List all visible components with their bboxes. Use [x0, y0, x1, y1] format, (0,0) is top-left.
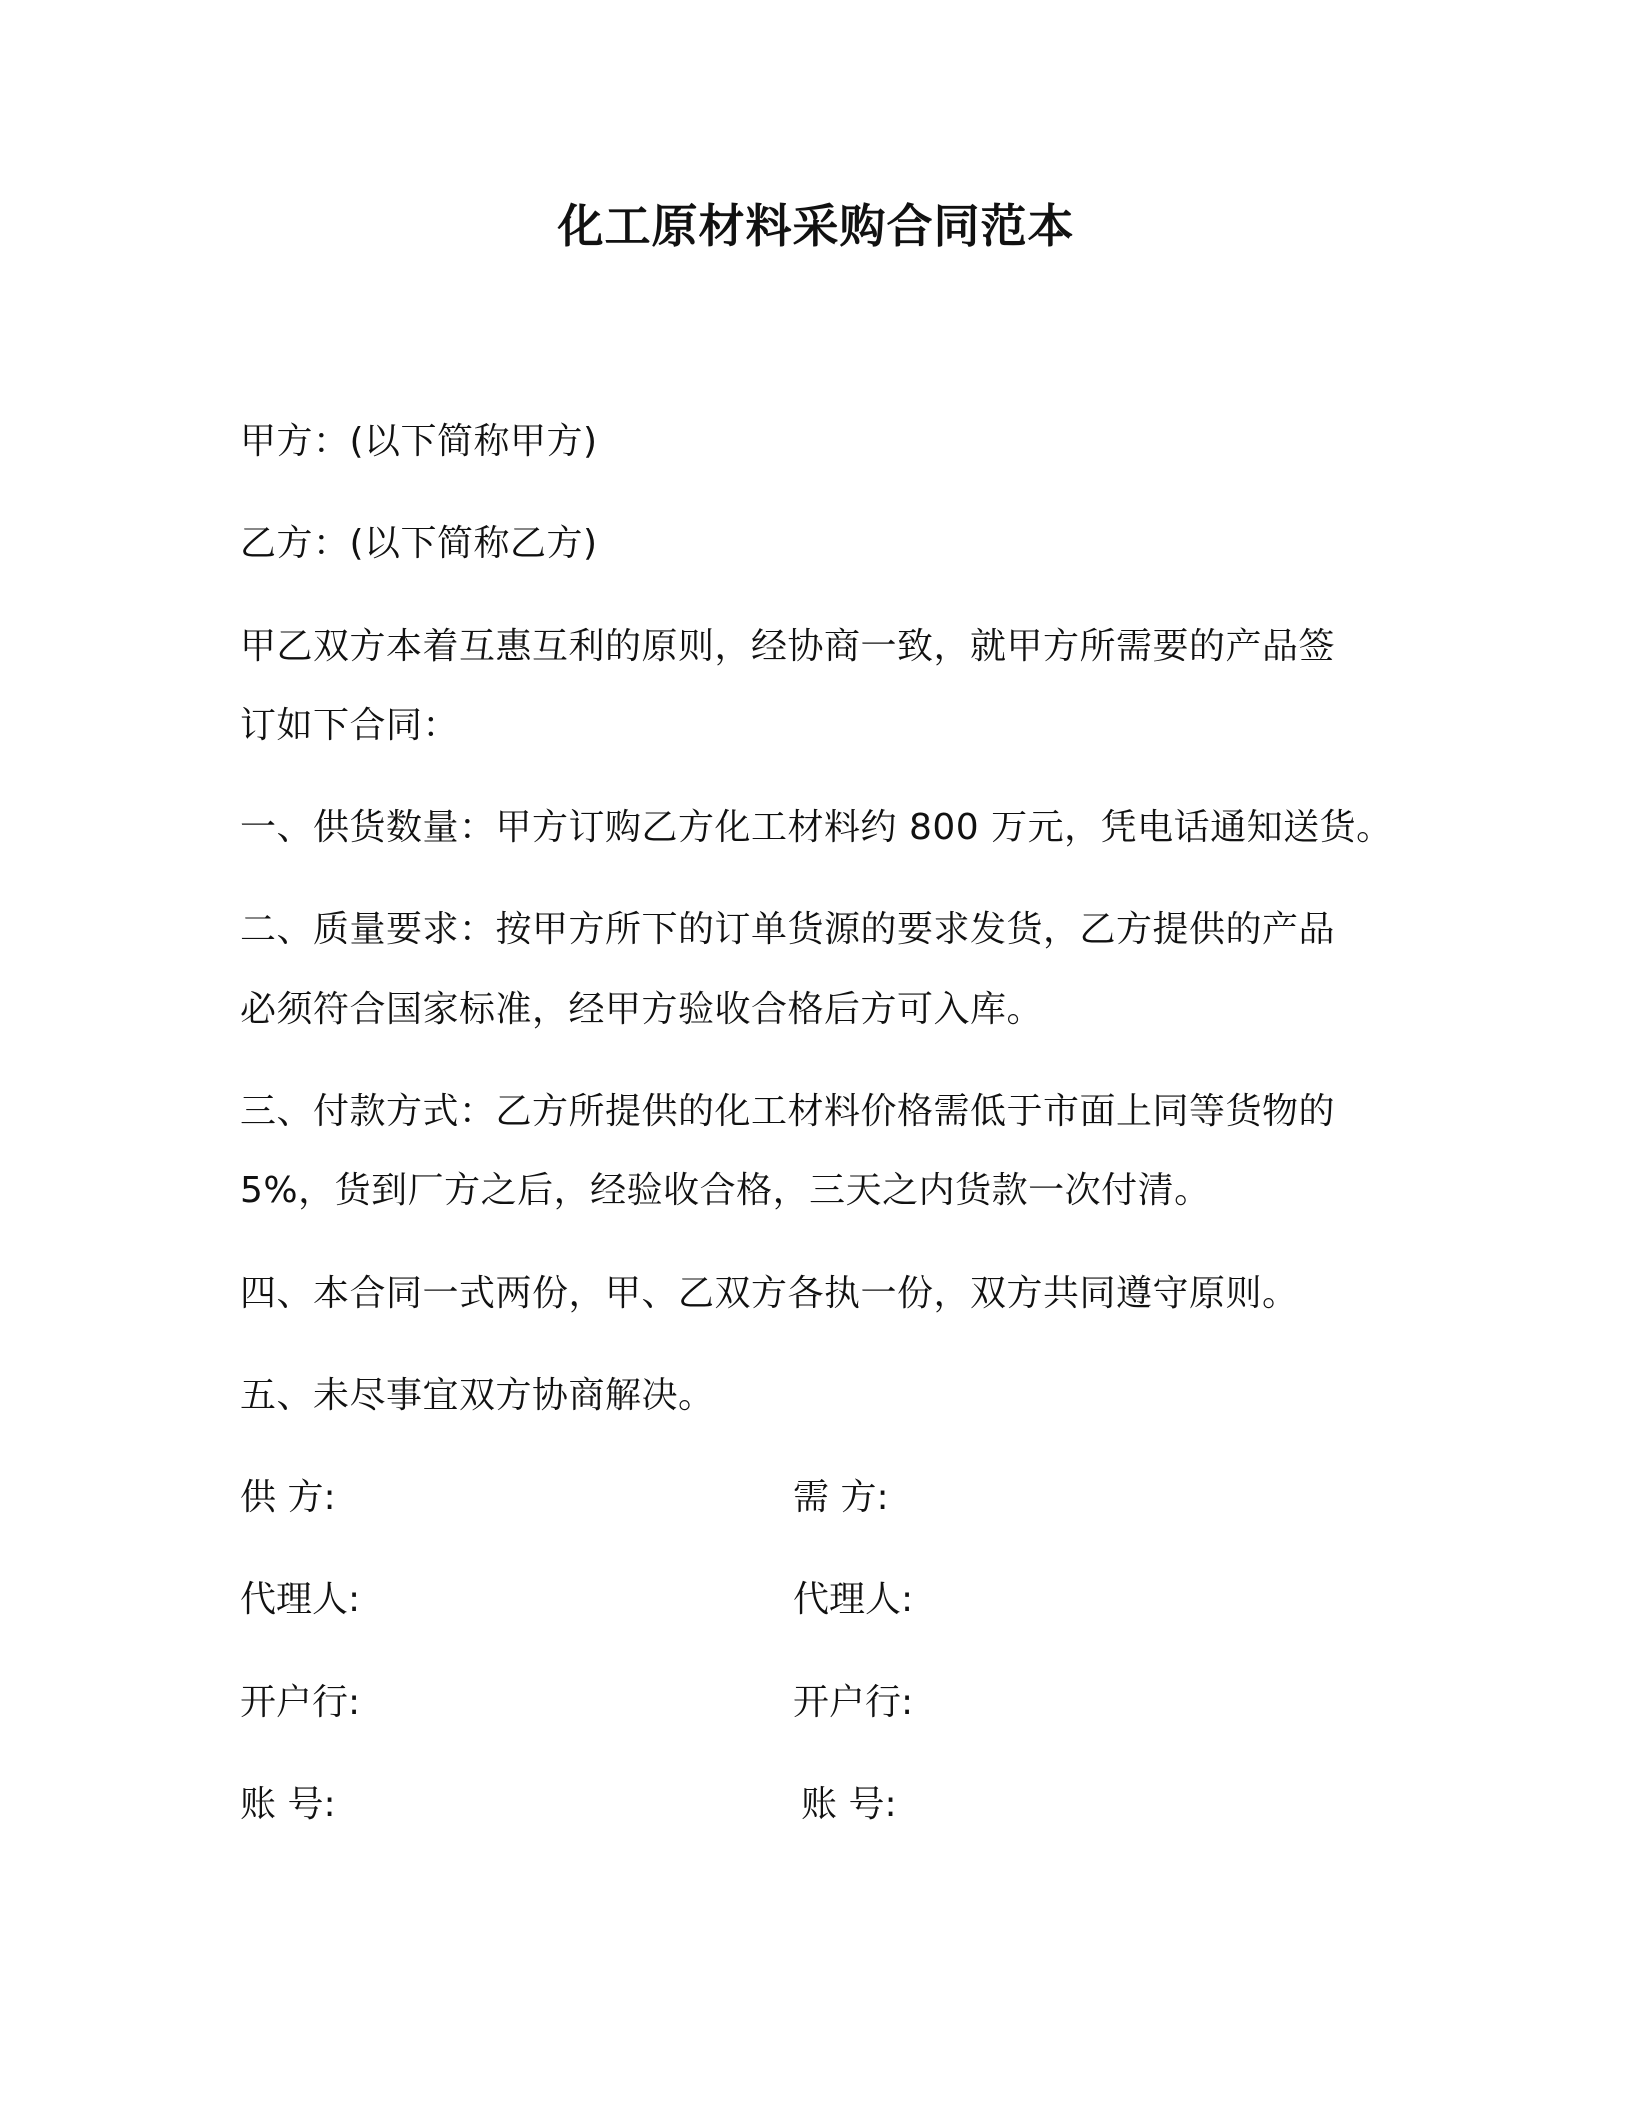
intro-line-1: 甲乙双方本着互惠互利的原则，经协商一致，就甲方所需要的产品签 [240, 626, 1336, 667]
clause-3-line-1: 三、付款方式：乙方所提供的化工材料价格需低于市面上同等货物的 [240, 1091, 1336, 1132]
supplier-agent-label: 代理人: [240, 1579, 361, 1620]
clause-5-line-1: 五、未尽事宜双方协商解决。 [240, 1375, 715, 1416]
intro-line-2: 订如下合同： [240, 705, 460, 746]
clause-1-line-1: 一、供货数量：甲方订购乙方化工材料约 800 万元，凭电话通知送货。 [240, 807, 1393, 848]
clause-2-line-2: 必须符合国家标准，经甲方验收合格后方可入库。 [240, 989, 1044, 1030]
supplier-label: 供 方: [240, 1477, 336, 1518]
party-b-line: 乙方：(以下简称乙方) [240, 523, 598, 564]
clause-3-line-2: 5%，货到厂方之后，经验收合格，三天之内货款一次付清。 [240, 1170, 1211, 1211]
clause-4-line-1: 四、本合同一式两份，甲、乙双方各执一份，双方共同遵守原则。 [240, 1273, 1299, 1314]
supplier-account-label: 账 号: [240, 1784, 336, 1825]
buyer-label: 需 方: [793, 1477, 889, 1518]
buyer-bank-label: 开户行: [793, 1682, 914, 1723]
document-title: 化工原材料采购合同范本 [557, 199, 1075, 253]
clause-2-line-1: 二、质量要求：按甲方所下的订单货源的要求发货，乙方提供的产品 [240, 909, 1336, 950]
supplier-bank-label: 开户行: [240, 1682, 361, 1723]
party-a-line: 甲方：(以下简称甲方) [240, 421, 598, 462]
buyer-agent-label: 代理人: [793, 1579, 914, 1620]
buyer-account-label: 账 号: [801, 1784, 897, 1825]
